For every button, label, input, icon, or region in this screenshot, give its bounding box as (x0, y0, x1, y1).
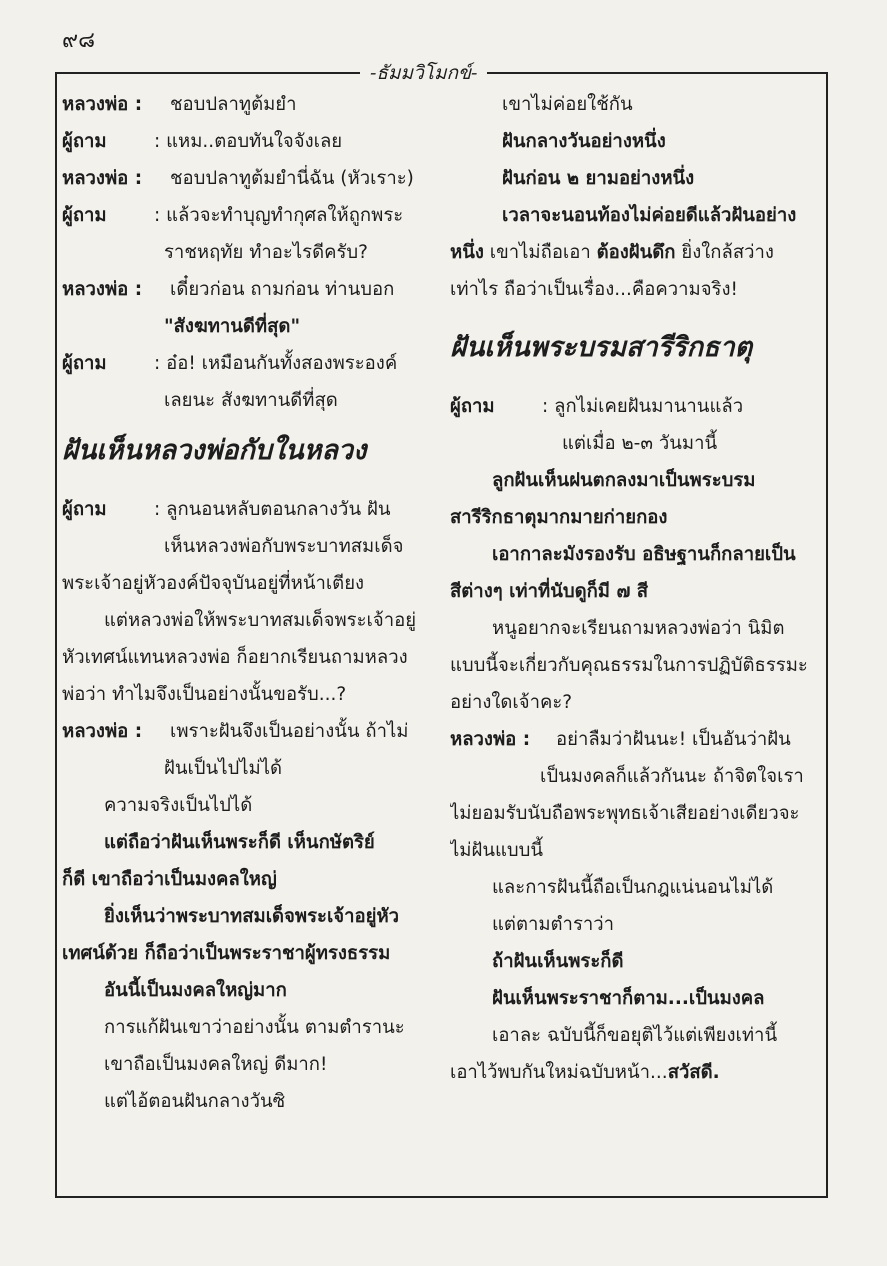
speaker-label: ผู้ถาม (62, 205, 107, 226)
dialogue-line (62, 345, 437, 382)
dialogue-text: : อ๋อ! เหมือนกันทั้งสองพระองค์ (154, 353, 398, 374)
text-line: การแก้ฝันเขาว่าอย่างนั้น ตามตำรานะ (104, 1017, 405, 1038)
text-line: เห็นหลวงพ่อกับพระบาทสมเด็จ (164, 536, 404, 557)
text-line: สีต่างๆ เท่าที่นับดูก็มี ๗ สี (450, 581, 649, 602)
dialogue-line (62, 86, 437, 123)
dialogue-text: ชอบปลาทูต้มยำนี่ฉัน (หัวเราะ) (170, 168, 414, 189)
speaker-label: หลวงพ่อ : (450, 729, 531, 750)
text-line: เขาไม่ค่อยใช้กัน (502, 94, 633, 115)
right-column (450, 86, 820, 1091)
text-line: เวลาจะนอนท้องไม่ค่อยดีแล้วฝันอย่าง (502, 205, 797, 226)
text-line: หนูอยากจะเรียนถามหลวงพ่อว่า นิมิต (492, 618, 785, 639)
text-line: เขาถือเป็นมงคลใหญ่ ดีมาก! (104, 1054, 328, 1075)
text-line: ถ้าฝันเห็นพระก็ดี (492, 951, 624, 972)
dialogue-text: : ลูกนอนหลับตอนกลางวัน ฝัน (154, 499, 391, 520)
dialogue-line (450, 388, 820, 425)
speaker-label: ผู้ถาม (450, 396, 495, 417)
text-line: อันนี้เป็นมงคลใหญ่มาก (104, 980, 287, 1001)
text-line: ฝันเห็นพระราชาก็ตาม...เป็นมงคล (492, 988, 765, 1009)
text-line (450, 1054, 820, 1091)
text-span: สวัสดี. (667, 1062, 720, 1083)
text-line: เอาละ ฉบับนี้ก็ขอยุติไว้แต่เพียงเท่านี้ (492, 1025, 778, 1046)
text-line: แต่ตามตำราว่า (492, 914, 615, 935)
dialogue-text: : แล้วจะทำบุญทำกุศลให้ถูกพระ (154, 205, 404, 226)
text-line: ก็ดี เขาถือว่าเป็นมงคลใหญ่ (62, 869, 277, 890)
text-line: และการฝันนี้ถือเป็นกฎแน่นอนไม่ได้ (492, 877, 774, 898)
text-line: สารีริกธาตุมากมายก่ายกอง (450, 507, 668, 528)
speaker-label: ผู้ถาม (62, 353, 107, 374)
dialogue-text: เพราะฝันจึงเป็นอย่างนั้น ถ้าไม่ (170, 721, 409, 742)
text-line: ยิ่งเห็นว่าพระบาทสมเด็จพระเจ้าอยู่หัว (104, 906, 400, 927)
speaker-label: หลวงพ่อ : (62, 168, 143, 189)
dialogue-line (62, 123, 437, 160)
text-line: แต่หลวงพ่อให้พระบาทสมเด็จพระเจ้าอยู่ (104, 610, 417, 631)
running-head: - ธัมมวิโมกข์ - (360, 58, 487, 88)
text-line: ฝันกลางวันอย่างหนึ่ง (502, 131, 666, 152)
page-number: ๙๘ (62, 28, 96, 53)
text-line: พระเจ้าอยู่หัวองค์ปัจจุบันอยู่ที่หน้าเตียง (62, 573, 365, 594)
text-line: แต่ถือว่าฝันเห็นพระก็ดี เห็นกษัตริย์ (104, 832, 375, 853)
dialogue-line (62, 160, 437, 197)
text-span: เอาไว้พบกันใหม่ฉบับหน้า... (450, 1062, 668, 1083)
dialogue-line (62, 197, 437, 234)
text-span: ต้องฝันดึก (596, 242, 676, 263)
dialogue-text: : แหม..ตอบทันใจจังเลย (154, 131, 343, 152)
text-span: หนึ่ง (450, 242, 484, 263)
text-line: ฝันก่อน ๒ ยามอย่างหนึ่ง (502, 168, 695, 189)
text-line: พ่อว่า ทำไมจึงเป็นอย่างนั้นขอรับ...? (62, 684, 347, 705)
text-line: ความจริงเป็นไปได้ (104, 795, 253, 816)
dialogue-text: อย่าลืมว่าฝันนะ! เป็นอันว่าฝัน (556, 729, 791, 750)
dialogue-line (450, 721, 820, 758)
speaker-label: หลวงพ่อ : (62, 94, 143, 115)
text-line: แต่เมื่อ ๒-๓ วันมานี้ (562, 433, 718, 454)
text-line: แบบนี้จะเกี่ยวกับคุณธรรมในการปฏิบัติธรรมะ (450, 655, 808, 676)
text-line: "สังฆทานดีที่สุด" (164, 316, 301, 337)
speaker-label: หลวงพ่อ : (62, 279, 143, 300)
text-line: เอากาละมังรองรับ อธิษฐานก็กลายเป็น (492, 544, 796, 565)
text-line (450, 234, 820, 271)
text-line: ราชหฤทัย ทำอะไรดีครับ? (164, 242, 368, 263)
dialogue-line (62, 271, 437, 308)
speaker-label: ผู้ถาม (62, 499, 107, 520)
left-column (62, 86, 437, 1120)
text-line: อย่างใดเจ้าคะ? (450, 692, 573, 713)
text-line: แต่ไอ้ตอนฝันกลางวันซิ (104, 1091, 286, 1112)
text-line: เทศน์ด้วย ก็ถือว่าเป็นพระราชาผู้ทรงธรรม (62, 943, 391, 964)
text-span: ยิ่งใกล้สว่าง (675, 242, 774, 263)
text-line: ไม่ยอมรับนับถือพระพุทธเจ้าเสียอย่างเดียวจะ (450, 803, 800, 824)
text-span: เขาไม่ถือเอา (483, 242, 597, 263)
speaker-label: ผู้ถาม (62, 131, 107, 152)
text-line: ฝันเป็นไปไม่ได้ (164, 758, 283, 779)
text-line: เท่าไร ถือว่าเป็นเรื่อง...คือความจริง! (450, 279, 738, 300)
text-line: ไม่ฝันแบบนี้ (450, 840, 544, 861)
dialogue-text: ชอบปลาทูต้มยำ (170, 94, 297, 115)
dialogue-text: เดี๋ยวก่อน ถามก่อน ท่านบอก (170, 279, 395, 300)
section-heading: ฝันเห็นหลวงพ่อกับในหลวง (62, 435, 367, 466)
speaker-label: หลวงพ่อ : (62, 721, 143, 742)
dialogue-text: : ลูกไม่เคยฝันมานานแล้ว (542, 396, 744, 417)
text-line: เป็นมงคลก็แล้วกันนะ ถ้าจิตใจเรา (540, 766, 804, 787)
text-line: ลูกฝันเห็นฝนตกลงมาเป็นพระบรม (492, 470, 756, 491)
text-line: หัวเทศน์แทนหลวงพ่อ ก็อยากเรียนถามหลวง (62, 647, 408, 668)
text-line: เลยนะ สังฆทานดีที่สุด (164, 390, 338, 411)
dialogue-line (62, 713, 437, 750)
dialogue-line (62, 491, 437, 528)
section-heading: ฝันเห็นพระบรมสารีริกธาตุ (450, 332, 753, 363)
